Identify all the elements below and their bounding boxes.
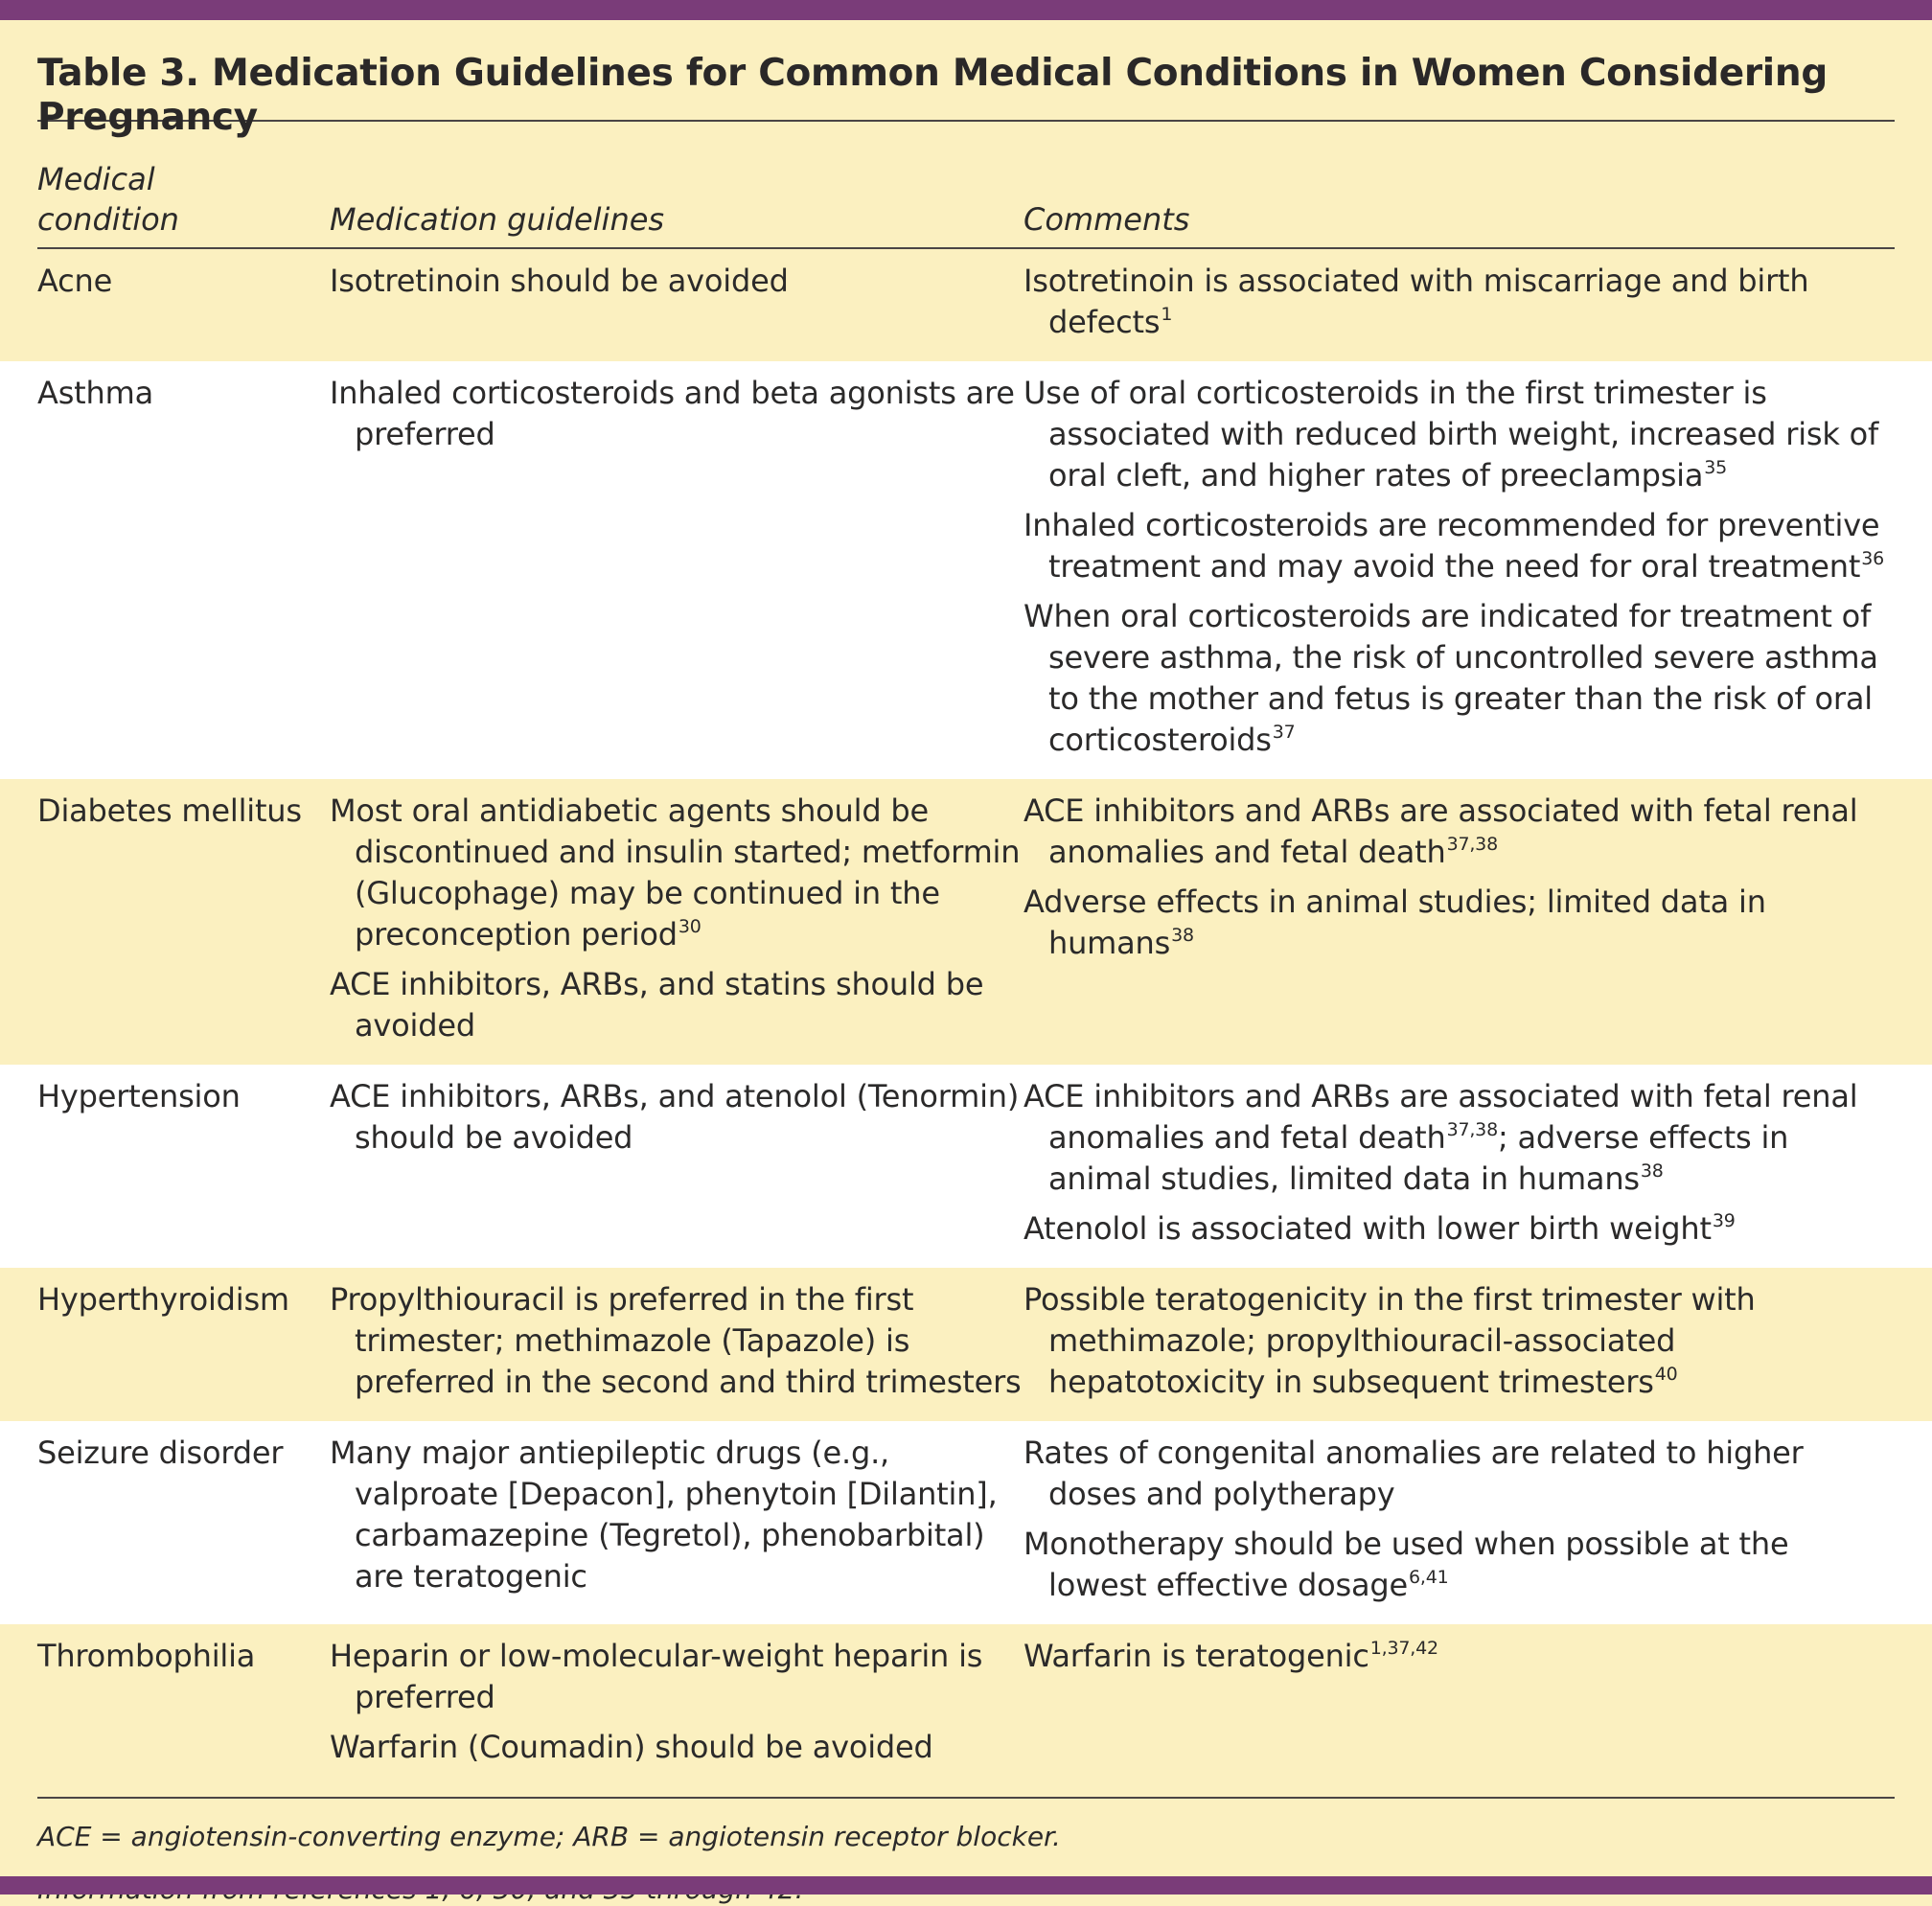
guideline-paragraph xyxy=(330,1279,1024,1403)
comment-paragraph xyxy=(1024,596,1895,761)
reference-superscript: 37 xyxy=(1272,722,1296,743)
comments-cell xyxy=(1024,1624,1895,1786)
guideline-paragraph-text: Warfarin (Coumadin) should be avoided xyxy=(330,1729,933,1765)
table-row xyxy=(37,361,1895,779)
comment-paragraph-text: Isotretinoin is associated with miscarriage and birth defects xyxy=(1024,263,1809,340)
footer-divider xyxy=(37,1797,1895,1799)
reference-superscript: 37,38 xyxy=(1446,834,1498,855)
medical-condition-cell: Diabetes mellitus xyxy=(37,779,330,1065)
medication-guidelines-cell xyxy=(330,248,1024,361)
comment-paragraph xyxy=(1024,791,1895,873)
comment-paragraph-text: Monotherapy should be used when possible at the lowest effective dosage xyxy=(1024,1526,1789,1603)
table-body xyxy=(37,248,1895,1786)
guideline-paragraph-text: Most oral antidiabetic agents should be discontinued and insulin started; metformin (Glucophage) may be continued in the preconception period xyxy=(330,792,1021,953)
table-header-row xyxy=(37,122,1895,248)
comment-paragraph xyxy=(1024,1524,1895,1606)
medical-condition-cell: Hypertension xyxy=(37,1065,330,1268)
table-title: Table 3. Medication Guidelines for Common Medical Conditions in Women Considering Pregnancy xyxy=(37,52,1828,139)
guideline-paragraph-text: Inhaled corticosteroids and beta agonists are preferred xyxy=(330,375,1015,452)
reference-superscript: 37,38 xyxy=(1446,1119,1498,1140)
reference-superscript: 30 xyxy=(678,916,702,937)
reference-superscript: 38 xyxy=(1640,1160,1664,1182)
table-container xyxy=(37,20,1895,1906)
guideline-paragraph xyxy=(330,1727,1024,1768)
medical-condition-cell: Hyperthyroidism xyxy=(37,1268,330,1421)
reference-superscript: 6,41 xyxy=(1409,1567,1449,1588)
table-row xyxy=(37,248,1895,361)
comments-cell xyxy=(1024,248,1895,361)
comment-paragraph xyxy=(1024,1636,1895,1677)
table-row xyxy=(37,1624,1895,1786)
comment-paragraph-text: Rates of congenital anomalies are related to higher doses and polytherapy xyxy=(1024,1435,1804,1512)
medication-guidelines-cell xyxy=(330,1268,1024,1421)
guideline-paragraph-text: ACE inhibitors, ARBs, and atenolol (Tenormin) should be avoided xyxy=(330,1078,1020,1156)
table-row xyxy=(37,1421,1895,1624)
comments-cell xyxy=(1024,1268,1895,1421)
guideline-paragraph-text: ACE inhibitors, ARBs, and statins should be avoided xyxy=(330,966,984,1044)
bottom-accent-bar xyxy=(0,1876,1932,1895)
comment-paragraph xyxy=(1024,1076,1895,1200)
medication-guidelines-cell xyxy=(330,779,1024,1065)
table-row xyxy=(37,1065,1895,1268)
comment-paragraph-text: When oral corticosteroids are indicated for treatment of severe asthma, the risk of uncontrolled severe asthma to the mother and fetus is greater than the risk of oral corticosteroids xyxy=(1024,598,1878,758)
comment-paragraph-text: Use of oral corticosteroids in the first trimester is associated with reduced birth weight, increased risk of oral cleft, and higher rates of preeclampsia xyxy=(1024,375,1879,494)
medical-condition-cell: Seizure disorder xyxy=(37,1421,330,1624)
top-accent-bar xyxy=(0,0,1932,20)
medication-guidelines-cell xyxy=(330,1624,1024,1786)
table-row xyxy=(37,1268,1895,1421)
reference-superscript: 39 xyxy=(1712,1210,1736,1231)
reference-superscript: 38 xyxy=(1171,925,1194,946)
guideline-paragraph xyxy=(330,964,1024,1046)
reference-superscript: 36 xyxy=(1861,548,1884,569)
comment-paragraph xyxy=(1024,505,1895,587)
comment-paragraph-text: Inhaled corticosteroids are recommended for preventive treatment and may avoid the need for oral treatment xyxy=(1024,507,1880,585)
comments-cell xyxy=(1024,1065,1895,1268)
comment-paragraph-text: Atenolol is associated with lower birth weight xyxy=(1024,1210,1712,1247)
header-comments: Comments xyxy=(1024,122,1895,248)
comment-paragraph xyxy=(1024,1279,1895,1403)
table-row xyxy=(37,779,1895,1065)
comment-paragraph xyxy=(1024,882,1895,964)
reference-superscript: 1,37,42 xyxy=(1369,1638,1438,1659)
comment-paragraph-text: Possible teratogenicity in the first trimester with methimazole; propylthiouracil-associated hepatotoxicity in subsequent trimesters xyxy=(1024,1281,1756,1400)
comments-cell xyxy=(1024,361,1895,779)
abbreviations-note: ACE = angiotensin-converting enzyme; ARB = angiotensin receptor blocker. xyxy=(37,1821,1061,1852)
medication-table xyxy=(37,122,1895,1786)
comment-paragraph-text: Warfarin is teratogenic xyxy=(1024,1638,1369,1674)
comment-paragraph xyxy=(1024,261,1895,343)
guideline-paragraph xyxy=(330,1433,1024,1597)
medical-condition-cell: Asthma xyxy=(37,361,330,779)
guideline-paragraph xyxy=(330,1636,1024,1718)
reference-superscript: 40 xyxy=(1654,1364,1678,1385)
reference-superscript: 1 xyxy=(1161,304,1173,325)
guideline-paragraph xyxy=(330,1076,1024,1159)
comments-cell xyxy=(1024,1421,1895,1624)
guideline-paragraph-text: Many major antiepileptic drugs (e.g., valproate [Depacon], phenytoin [Dilantin], carbamazepine (Tegretol), phenobarbital) are teratogenic xyxy=(330,1435,998,1595)
reference-superscript: 35 xyxy=(1704,457,1728,478)
medical-condition-cell: Acne xyxy=(37,248,330,361)
medication-guidelines-cell xyxy=(330,1065,1024,1268)
guideline-paragraph xyxy=(330,373,1024,455)
comments-cell xyxy=(1024,779,1895,1065)
guideline-paragraph xyxy=(330,261,1024,302)
header-medication-guidelines: Medication guidelines xyxy=(330,122,1024,248)
medication-guidelines-cell xyxy=(330,361,1024,779)
guideline-paragraph-text: Isotretinoin should be avoided xyxy=(330,263,789,299)
guideline-paragraph-text: Propylthiouracil is preferred in the first trimester; methimazole (Tapazole) is preferred in the second and third trimesters xyxy=(330,1281,1022,1400)
comment-paragraph-text-continued: ; adverse effects in animal studies, limited data in humans xyxy=(1048,1119,1789,1197)
comment-paragraph xyxy=(1024,1208,1895,1250)
comment-paragraph xyxy=(1024,1433,1895,1515)
header-medical-condition: Medical condition xyxy=(37,122,330,248)
guideline-paragraph xyxy=(330,791,1024,955)
guideline-paragraph-text: Heparin or low-molecular-weight heparin is preferred xyxy=(330,1638,983,1715)
medication-guidelines-cell xyxy=(330,1421,1024,1624)
comment-paragraph xyxy=(1024,373,1895,496)
comment-paragraph-text: Adverse effects in animal studies; limited data in humans xyxy=(1024,884,1766,961)
comment-paragraph-text: ACE inhibitors and ARBs are associated with fetal renal anomalies and fetal death xyxy=(1024,1078,1858,1156)
comment-paragraph-text: ACE inhibitors and ARBs are associated with fetal renal anomalies and fetal death xyxy=(1024,792,1858,870)
medical-condition-cell: Thrombophilia xyxy=(37,1624,330,1786)
